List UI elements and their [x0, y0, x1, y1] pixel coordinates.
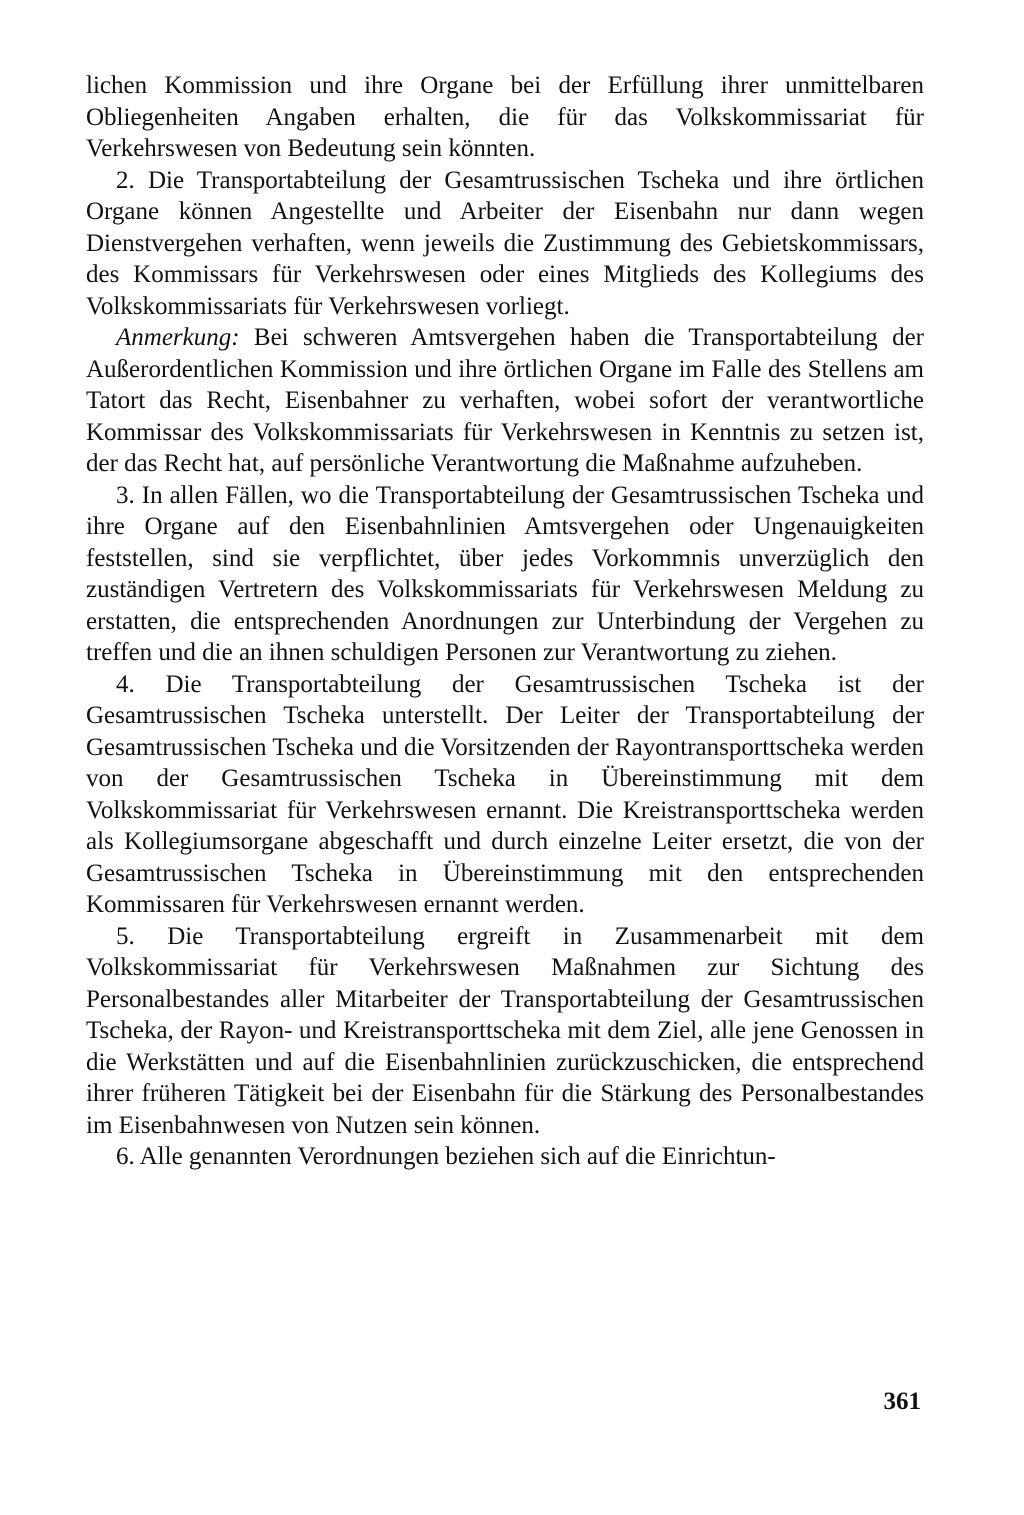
- paragraph-text: 3. In allen Fällen, wo die Transportabteilung der Gesamtrussischen Tscheka und ihre Organe auf den Eisenbahnlinien Amtsvergehen oder Ungenauigkeiten feststellen, sind sie verpflichtet, über jedes Vorkommnis unverzüglich den zuständigen Vertretern des Volkskommissariats für Verkehrswesen Meldung zu erstatten, die entsprechenden Anordnungen zur Unterbindung der Vergehen zu treffen und die an ihnen schuldigen Personen zur Verantwortung zu ziehen.: [86, 481, 924, 666]
- note-label: Anmerkung:: [116, 324, 240, 351]
- paragraph-text: Bei schweren Amtsvergehen haben die Transportabteilung der Außerordentlichen Kommission und ihre örtlichen Organe im Falle des Stellens am Tatort das Recht, Eisenbahner zu verhaften, wobei sofort der verantwortliche Kommissar des Volkskommissariats für Verkehrswesen in Kenntnis zu setzen ist, der das Recht hat, auf persönliche Verantwortung die Maßnahme aufzuheben.: [86, 324, 924, 477]
- paragraph-note: [86, 322, 924, 480]
- paragraph-text: lichen Kommission und ihre Organe bei der Erfüllung ihrer unmittelbaren Obliegenheiten Angaben erhalten, die für das Volkskommissariat für Verkehrswesen von Bedeutung sein könnten.: [86, 72, 924, 162]
- paragraph-text: 6. Alle genannten Verordnungen beziehen sich auf die Einrichtun-: [116, 1143, 776, 1170]
- paragraph-item-5: [86, 921, 924, 1142]
- page-number: 361: [883, 1388, 921, 1415]
- paragraph-item-3: [86, 480, 924, 669]
- paragraph-text: 5. Die Transportabteilung ergreift in Zusammenarbeit mit dem Volkskommissariat für Verkehrswesen Maßnahmen zur Sichtung des Personalbestandes aller Mitarbeiter der Transportabteilung der Gesamtrussischen Tscheka, der Rayon- und Kreistransporttscheka mit dem Ziel, alle jene Genossen in die Werkstätten und auf die Eisenbahnlinien zurückzuschicken, die entsprechend ihrer früheren Tätigkeit bei der Eisenbahn für die Stärkung des Personalbestandes im Eisenbahnwesen von Nutzen sein können.: [86, 922, 924, 1139]
- paragraph-continuation: [86, 70, 924, 165]
- paragraph-text: 4. Die Transportabteilung der Gesamtrussischen Tscheka ist der Gesamtrussischen Tscheka unterstellt. Der Leiter der Transportabteilung der Gesamtrussischen Tscheka und die Vorsitzenden der Rayontransporttscheka werden von der Gesamtrussischen Tscheka in Übereinstimmung mit dem Volkskommissariat für Verkehrswesen ernannt. Die Kreistransporttscheka werden als Kollegiumsorgane abgeschafft und durch einzelne Leiter ersetzt, die von der Gesamtrussischen Tscheka in Übereinstimmung mit den entsprechenden Kommissaren für Verkehrswesen ernannt werden.: [86, 670, 924, 918]
- paragraph-item-4: [86, 669, 924, 921]
- body-text: [86, 70, 924, 1173]
- paragraph-text: 2. Die Transportabteilung der Gesamtrussischen Tscheka und ihre örtlichen Organe können Angestellte und Arbeiter der Eisenbahn nur dann wegen Dienstvergehen verhaften, wenn jeweils die Zustimmung des Gebietskommissars, des Kommissars für Verkehrswesen oder eines Mitglieds des Kollegiums des Volkskommissariats für Verkehrswesen vorliegt.: [86, 166, 924, 320]
- paragraph-item-6: [86, 1141, 924, 1173]
- paragraph-item-2: [86, 165, 924, 323]
